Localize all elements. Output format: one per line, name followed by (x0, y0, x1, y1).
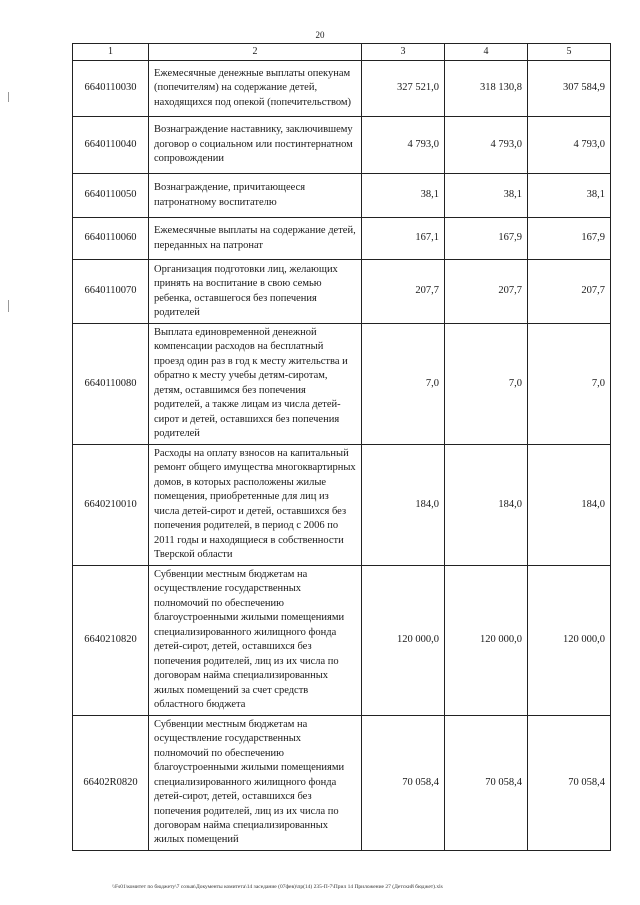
row-code: 6640110060 (73, 218, 149, 260)
table-row (73, 174, 611, 218)
row-value-col3: 120 000,0 (362, 565, 445, 715)
row-value-col4: 70 058,4 (445, 715, 528, 850)
row-code: 6640210010 (73, 444, 149, 565)
row-name: Ежемесячные денежные выплаты опекунам (попечителям) на содержание детей, находящихся под опекой (попечительством) (149, 61, 362, 117)
row-value-col3: 38,1 (362, 174, 445, 218)
table-row (73, 715, 611, 850)
margin-mark-top (8, 92, 9, 102)
table-header-row (73, 44, 611, 61)
row-value-col5: 167,9 (528, 218, 611, 260)
row-value-col4: 184,0 (445, 444, 528, 565)
row-value-col3: 70 058,4 (362, 715, 445, 850)
row-name: Ежемесячные выплаты на содержание детей, переданных на патронат (149, 218, 362, 260)
row-value-col3: 7,0 (362, 324, 445, 445)
row-code: 6640210820 (73, 565, 149, 715)
row-name: Субвенции местным бюджетам на осуществление государственных полномочий по обеспечению благоустроенными жилыми помещениями специализированного жилищного фонда детей-сирот, детей, оставшихся без попечения родителей, лиц из их числа по договорам найма специализированных жилых помещений (149, 715, 362, 850)
row-code: 6640110080 (73, 324, 149, 445)
header-col-2: 2 (149, 44, 362, 61)
row-code: 6640110040 (73, 117, 149, 174)
row-value-col5: 207,7 (528, 260, 611, 324)
row-value-col3: 4 793,0 (362, 117, 445, 174)
row-name: Выплата единовременной денежной компенсации расходов на бесплатный проезд один раз в год к месту жительства и обратно к месту учебы детям-сиротам, детям, оставшимся без попечения родителей, а также лицам из числа детей-сирот и детей, оставшихся без попечения родителей (149, 324, 362, 445)
row-name: Субвенции местным бюджетам на осуществление государственных полномочий по обеспечению благоустроенными жилыми помещениями специализированного жилищного фонда детей-сирот, детей, оставшихся без попечения родителей, лиц из их числа по договорам найма специализированных жилых помещений за счет средств областного бюджета (149, 565, 362, 715)
budget-table (72, 43, 611, 851)
table-row (73, 260, 611, 324)
page-number: 20 (315, 30, 325, 40)
row-code: 66402R0820 (73, 715, 149, 850)
header-col-5: 5 (528, 44, 611, 61)
table-row (73, 218, 611, 260)
row-value-col4: 167,9 (445, 218, 528, 260)
table-row (73, 61, 611, 117)
row-code: 6640110030 (73, 61, 149, 117)
row-value-col5: 307 584,9 (528, 61, 611, 117)
row-value-col4: 318 130,8 (445, 61, 528, 117)
row-value-col5: 70 058,4 (528, 715, 611, 850)
row-value-col5: 7,0 (528, 324, 611, 445)
row-value-col5: 120 000,0 (528, 565, 611, 715)
row-code: 6640110050 (73, 174, 149, 218)
row-value-col4: 7,0 (445, 324, 528, 445)
row-value-col3: 327 521,0 (362, 61, 445, 117)
row-value-col5: 184,0 (528, 444, 611, 565)
table-row (73, 117, 611, 174)
table-row (73, 324, 611, 445)
file-path-footer: \\Fs01\комитет по бюджету\7 созыв\Документы комитета\14 заседание (07фев)\пр(14) 235-П-7\Прил 14 Приложение 27 (Детский бюджет).xls (112, 884, 443, 890)
row-name: Вознаграждение наставнику, заключившему договор о социальном или постинтернатном сопровождении (149, 117, 362, 174)
row-code: 6640110070 (73, 260, 149, 324)
row-value-col3: 167,1 (362, 218, 445, 260)
margin-mark-middle (8, 300, 9, 312)
row-name: Расходы на оплату взносов на капитальный ремонт общего имущества многоквартирных домов, в которых расположены жилые помещения, приобретенные для лиц из числа детей-сирот и детей, оставшихся без попечения родителей, в период с 2006 по 2011 годы и находящиеся в собственности Тверской области (149, 444, 362, 565)
header-col-1: 1 (73, 44, 149, 61)
row-name: Организация подготовки лиц, желающих принять на воспитание в свою семью ребенка, оставшегося без попечения родителей (149, 260, 362, 324)
row-value-col3: 207,7 (362, 260, 445, 324)
row-value-col4: 4 793,0 (445, 117, 528, 174)
row-value-col4: 38,1 (445, 174, 528, 218)
table-row (73, 444, 611, 565)
table-row (73, 565, 611, 715)
row-value-col3: 184,0 (362, 444, 445, 565)
row-value-col5: 4 793,0 (528, 117, 611, 174)
header-col-3: 3 (362, 44, 445, 61)
row-name: Вознаграждение, причитающееся патронатному воспитателю (149, 174, 362, 218)
row-value-col5: 38,1 (528, 174, 611, 218)
row-value-col4: 120 000,0 (445, 565, 528, 715)
row-value-col4: 207,7 (445, 260, 528, 324)
header-col-4: 4 (445, 44, 528, 61)
